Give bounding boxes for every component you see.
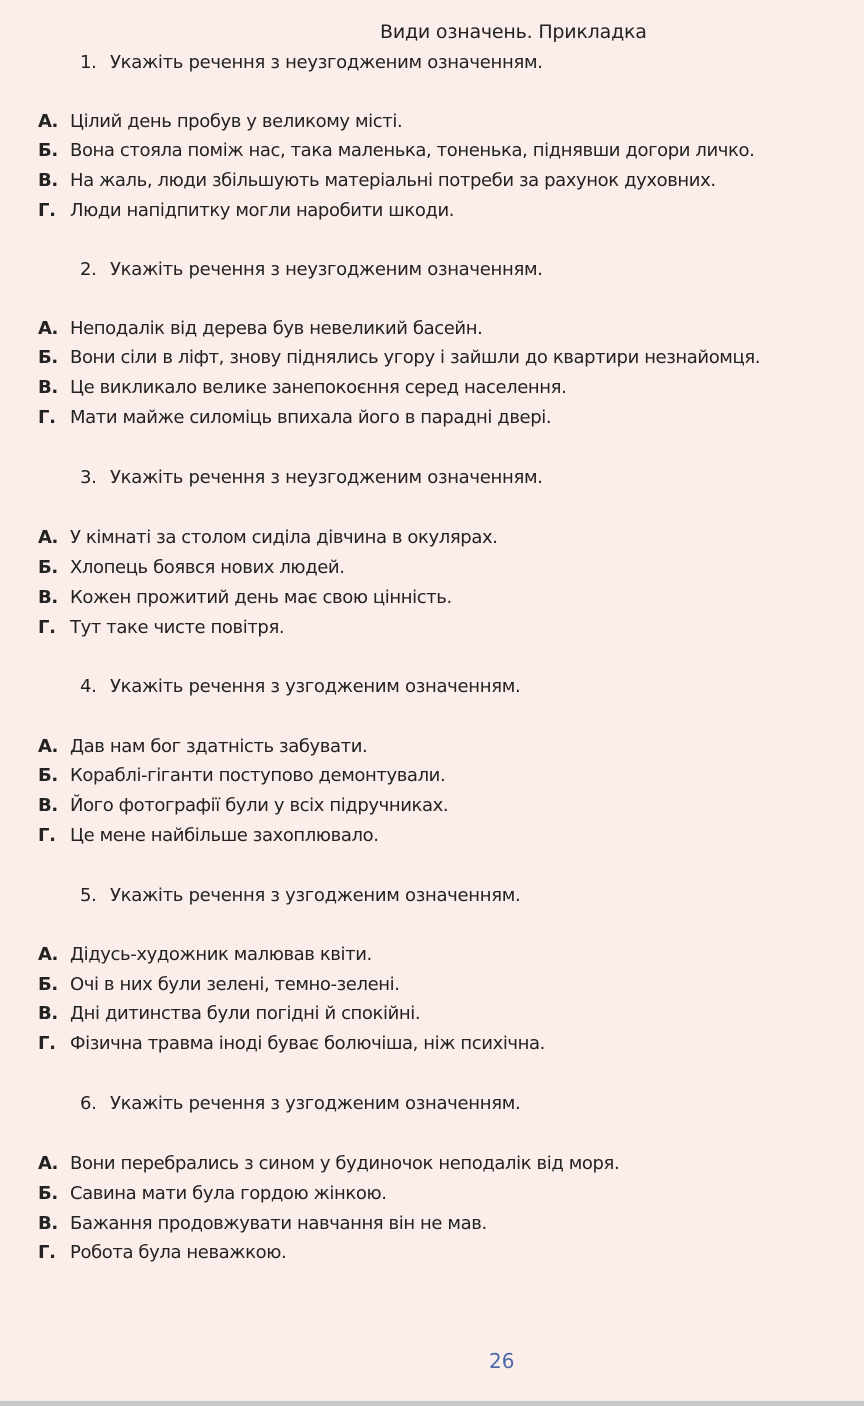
option-5-c bbox=[38, 1003, 420, 1024]
option-letter: Б. bbox=[38, 765, 58, 786]
option-4-d bbox=[38, 825, 379, 846]
option-text: Дав нам бог здатність забувати. bbox=[70, 736, 368, 757]
option-1-c bbox=[38, 170, 716, 191]
option-text: Дідусь-художник малював квіти. bbox=[70, 944, 372, 965]
option-text: Кожен прожитий день має свою цінність. bbox=[70, 587, 452, 608]
option-text: Тут таке чисте повітря. bbox=[70, 617, 285, 638]
option-letter: В. bbox=[38, 1003, 58, 1024]
option-letter: Б. bbox=[38, 974, 58, 995]
option-text: Фізична травма іноді буває болючіша, ніж психічна. bbox=[70, 1033, 545, 1054]
option-letter: А. bbox=[38, 736, 58, 757]
option-text: Його фотографії були у всіх підручниках. bbox=[70, 795, 449, 816]
option-letter: В. bbox=[38, 587, 58, 608]
option-text: Люди напідпитку могли наробити шкоди. bbox=[70, 200, 455, 221]
option-letter: Г. bbox=[38, 200, 56, 221]
option-letter: В. bbox=[38, 795, 58, 816]
question-prompt: Укажіть речення з узгодженим означенням. bbox=[110, 885, 521, 906]
question-prompt: Укажіть речення з узгодженим означенням. bbox=[110, 676, 521, 697]
option-text: Очі в них були зелені, темно-зелені. bbox=[70, 974, 400, 995]
option-letter: Г. bbox=[38, 1242, 56, 1263]
page-title: Види означень. Прикладка bbox=[380, 21, 647, 43]
option-text: Робота була неважкою. bbox=[70, 1242, 287, 1263]
option-letter: Г. bbox=[38, 825, 56, 846]
option-3-d bbox=[38, 617, 284, 638]
option-4-b bbox=[38, 765, 445, 786]
question-prompt: Укажіть речення з неузгодженим означенням. bbox=[110, 467, 543, 488]
option-text: Це мене найбільше захоплювало. bbox=[70, 825, 379, 846]
option-text: Неподалік від дерева був невеликий басейн. bbox=[70, 318, 483, 339]
question-number: 1. bbox=[80, 52, 97, 73]
page-number: 26 bbox=[489, 1349, 515, 1373]
question-4 bbox=[80, 676, 520, 697]
option-text: Дні дитинства були погідні й спокійні. bbox=[70, 1003, 421, 1024]
question-prompt: Укажіть речення з неузгодженим означенням. bbox=[110, 52, 543, 73]
option-text: Савина мати була гордою жінкою. bbox=[70, 1183, 387, 1204]
question-6 bbox=[80, 1093, 520, 1114]
option-text: Мати майже силоміць впихала його в парадні двері. bbox=[70, 407, 552, 428]
option-2-a bbox=[38, 318, 482, 339]
option-text: Це викликало велике занепокоєння серед населення. bbox=[70, 377, 567, 398]
option-text: У кімнаті за столом сиділа дівчина в окулярах. bbox=[70, 527, 498, 548]
option-text: На жаль, люди збільшують матеріальні потреби за рахунок духовних. bbox=[70, 170, 716, 191]
option-text: Вони перебрались з сином у будиночок неподалік від моря. bbox=[70, 1153, 620, 1174]
option-text: Вони сіли в ліфт, знову піднялись угору і зайшли до квартири незнайомця. bbox=[70, 347, 761, 368]
option-5-d bbox=[38, 1033, 545, 1054]
question-number: 4. bbox=[80, 676, 97, 697]
option-3-c bbox=[38, 587, 452, 608]
question-number: 2. bbox=[80, 259, 97, 280]
option-letter: А. bbox=[38, 318, 58, 339]
option-1-b bbox=[38, 140, 754, 161]
bottom-edge-bar bbox=[0, 1401, 864, 1406]
option-5-a bbox=[38, 944, 372, 965]
option-5-b bbox=[38, 974, 400, 995]
option-text: Бажання продовжувати навчання він не мав. bbox=[70, 1213, 487, 1234]
question-5 bbox=[80, 885, 520, 906]
option-6-c bbox=[38, 1213, 487, 1234]
question-number: 5. bbox=[80, 885, 97, 906]
option-2-c bbox=[38, 377, 566, 398]
option-3-a bbox=[38, 527, 498, 548]
option-4-a bbox=[38, 736, 367, 757]
question-number: 6. bbox=[80, 1093, 97, 1114]
option-6-b bbox=[38, 1183, 387, 1204]
option-letter: В. bbox=[38, 170, 58, 191]
question-3 bbox=[80, 467, 543, 488]
question-prompt: Укажіть речення з неузгодженим означенням. bbox=[110, 259, 543, 280]
option-1-d bbox=[38, 200, 454, 221]
option-letter: Г. bbox=[38, 1033, 56, 1054]
option-letter: А. bbox=[38, 944, 58, 965]
option-letter: В. bbox=[38, 377, 58, 398]
question-prompt: Укажіть речення з узгодженим означенням. bbox=[110, 1093, 521, 1114]
option-1-a bbox=[38, 111, 402, 132]
option-text: Хлопець боявся нових людей. bbox=[70, 557, 345, 578]
option-text: Цілий день пробув у великому місті. bbox=[70, 111, 403, 132]
question-number: 3. bbox=[80, 467, 97, 488]
question-2 bbox=[80, 259, 543, 280]
option-6-d bbox=[38, 1242, 286, 1263]
option-letter: Г. bbox=[38, 617, 56, 638]
option-text: Вона стояла поміж нас, така маленька, тоненька, піднявши догори личко. bbox=[70, 140, 755, 161]
option-2-b bbox=[38, 347, 760, 368]
option-letter: Б. bbox=[38, 557, 58, 578]
option-4-c bbox=[38, 795, 448, 816]
option-letter: В. bbox=[38, 1213, 58, 1234]
option-text: Кораблі-гіганти поступово демонтували. bbox=[70, 765, 446, 786]
option-6-a bbox=[38, 1153, 619, 1174]
option-letter: Б. bbox=[38, 347, 58, 368]
option-letter: Б. bbox=[38, 140, 58, 161]
option-letter: А. bbox=[38, 527, 58, 548]
option-letter: Г. bbox=[38, 407, 56, 428]
option-letter: А. bbox=[38, 111, 58, 132]
option-3-b bbox=[38, 557, 345, 578]
option-letter: А. bbox=[38, 1153, 58, 1174]
option-2-d bbox=[38, 407, 551, 428]
option-letter: Б. bbox=[38, 1183, 58, 1204]
question-1 bbox=[80, 52, 543, 73]
